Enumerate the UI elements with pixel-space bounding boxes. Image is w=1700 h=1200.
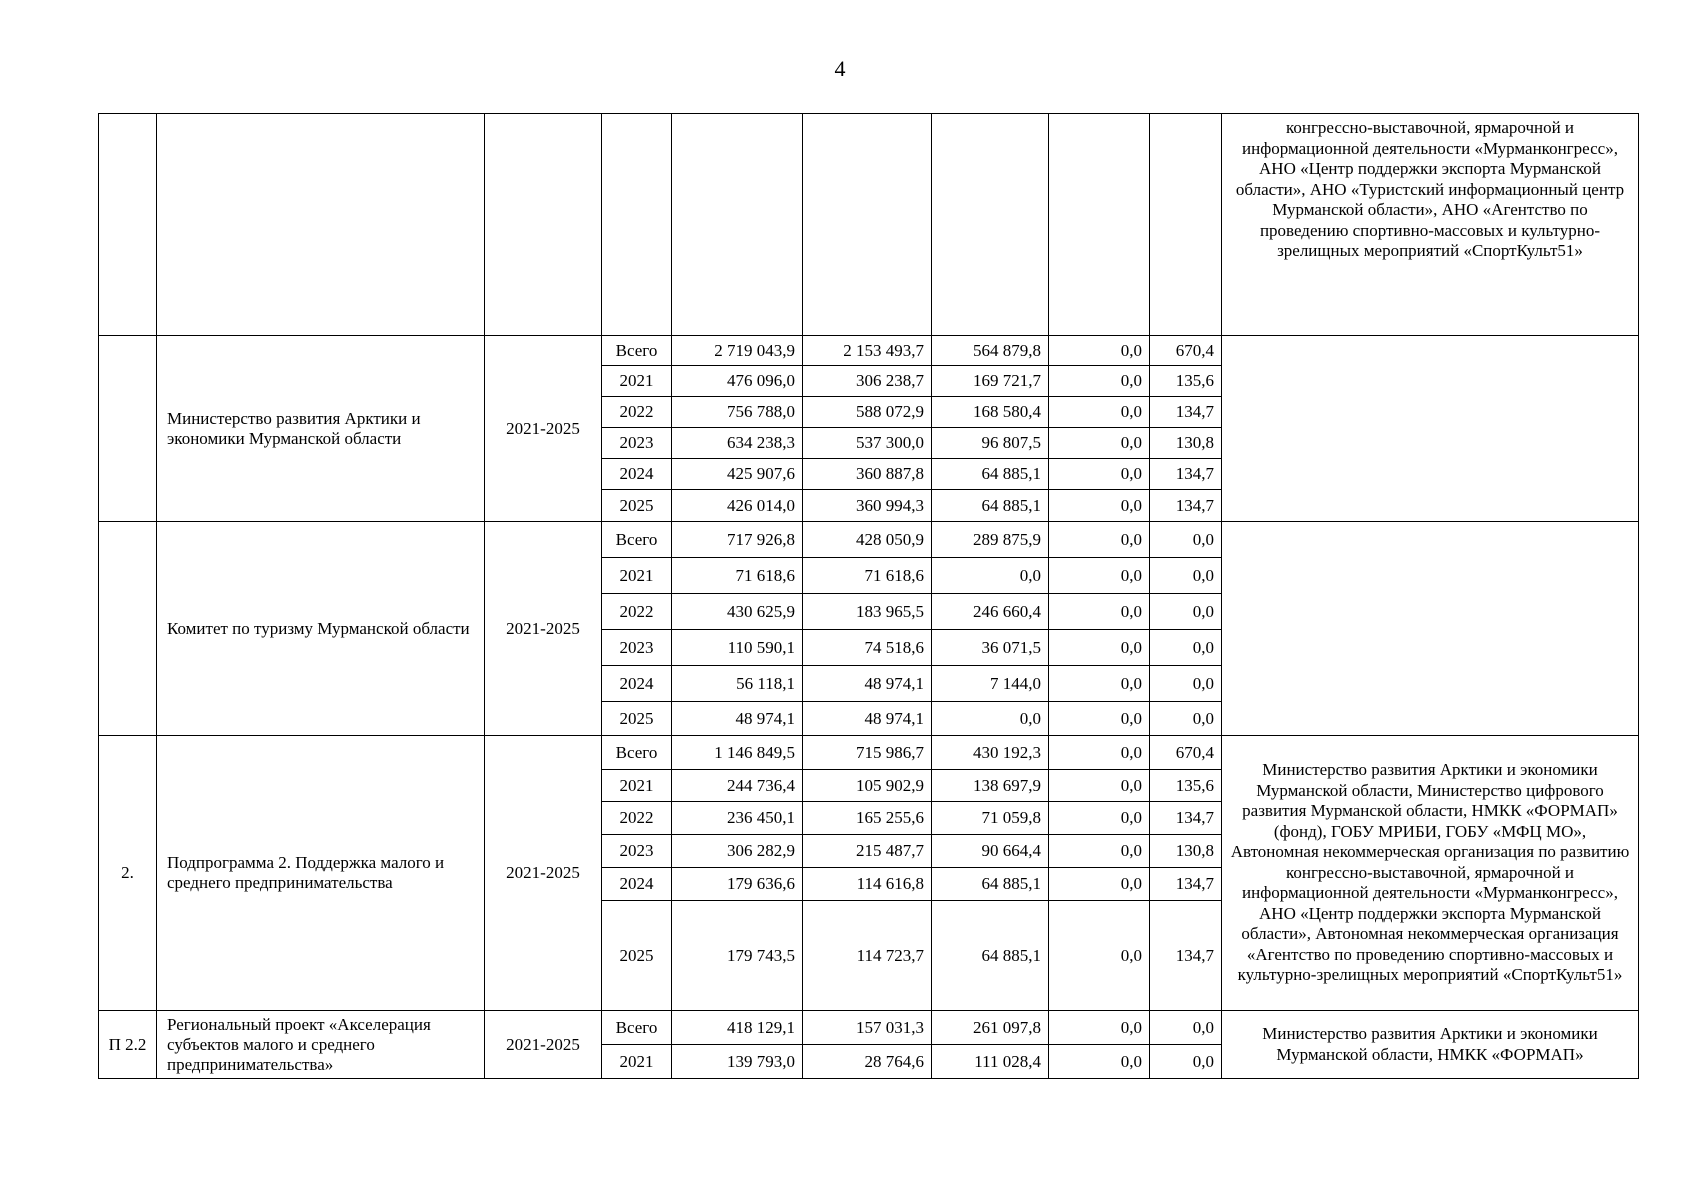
other-sources-cell: 0,0 [1150,558,1222,594]
regional-budget-cell: 48 974,1 [803,702,932,736]
year-cell: 2023 [602,835,672,868]
row-period: 2021-2025 [485,336,602,522]
local-budget-cell: 0,0 [1049,802,1150,835]
local-budget-cell: 0,0 [1049,1011,1150,1045]
financing-table [98,113,1639,1079]
other-sources-cell: 0,0 [1150,522,1222,558]
federal-budget-cell: 96 807,5 [932,428,1049,459]
total-cell: 756 788,0 [672,397,803,428]
total-cell: 236 450,1 [672,802,803,835]
year-cell: 2024 [602,868,672,901]
table-row [99,336,1639,366]
year-cell: 2023 [602,428,672,459]
other-sources-cell: 0,0 [1150,630,1222,666]
federal-budget-cell: 564 879,8 [932,336,1049,366]
row-name: Министерство развития Арктики и экономики Мурманской области [157,336,485,522]
regional-budget-cell: 215 487,7 [803,835,932,868]
total-cell: 244 736,4 [672,770,803,802]
continuation-row [99,114,1639,336]
row-number: П 2.2 [99,1011,157,1079]
regional-budget-cell: 48 974,1 [803,666,932,702]
regional-budget-cell: 114 723,7 [803,901,932,1011]
local-budget-cell: 0,0 [1049,770,1150,802]
total-cell: 717 926,8 [672,522,803,558]
other-sources-cell: 670,4 [1150,336,1222,366]
other-sources-cell: 130,8 [1150,835,1222,868]
year-cell: Всего [602,1011,672,1045]
row-period: 2021-2025 [485,522,602,736]
total-cell: 139 793,0 [672,1045,803,1079]
continuation-cell [99,114,157,336]
continuation-cell [803,114,932,336]
row-name: Комитет по туризму Мурманской области [157,522,485,736]
row-executors [1222,522,1639,736]
regional-budget-cell: 2 153 493,7 [803,336,932,366]
regional-budget-cell: 428 050,9 [803,522,932,558]
federal-budget-cell: 90 664,4 [932,835,1049,868]
total-cell: 1 146 849,5 [672,736,803,770]
total-cell: 430 625,9 [672,594,803,630]
regional-budget-cell: 306 238,7 [803,366,932,397]
federal-budget-cell: 289 875,9 [932,522,1049,558]
year-cell: 2021 [602,1045,672,1079]
other-sources-cell: 134,7 [1150,868,1222,901]
row-period: 2021-2025 [485,736,602,1011]
year-cell: 2022 [602,594,672,630]
other-sources-cell: 130,8 [1150,428,1222,459]
regional-budget-cell: 183 965,5 [803,594,932,630]
continuation-cell [672,114,803,336]
total-cell: 179 743,5 [672,901,803,1011]
local-budget-cell: 0,0 [1049,490,1150,522]
local-budget-cell: 0,0 [1049,594,1150,630]
regional-budget-cell: 715 986,7 [803,736,932,770]
local-budget-cell: 0,0 [1049,397,1150,428]
other-sources-cell: 0,0 [1150,666,1222,702]
federal-budget-cell: 64 885,1 [932,459,1049,490]
total-cell: 425 907,6 [672,459,803,490]
federal-budget-cell: 7 144,0 [932,666,1049,702]
year-cell: 2025 [602,901,672,1011]
other-sources-cell: 670,4 [1150,736,1222,770]
regional-budget-cell: 114 616,8 [803,868,932,901]
federal-budget-cell: 430 192,3 [932,736,1049,770]
other-sources-cell: 0,0 [1150,1011,1222,1045]
year-cell: 2025 [602,490,672,522]
year-cell: 2023 [602,630,672,666]
total-cell: 634 238,3 [672,428,803,459]
local-budget-cell: 0,0 [1049,459,1150,490]
year-cell: 2024 [602,459,672,490]
federal-budget-cell: 64 885,1 [932,490,1049,522]
regional-budget-cell: 28 764,6 [803,1045,932,1079]
table-row [99,1011,1639,1045]
other-sources-cell: 0,0 [1150,1045,1222,1079]
row-number [99,522,157,736]
table-row [99,522,1639,558]
continued-executors: конгрессно-выставочной, ярмарочной и информационной деятельности «Мурманконгресс», АНО «Центр поддержки экспорта Мурманской области», АНО «Туристский информационный центр Мурманской области», АНО «Агентство по проведению спортивно-массовых и культурно-зрелищных мероприятий «СпортКульт51» [1222,114,1639,336]
year-cell: 2024 [602,666,672,702]
other-sources-cell: 134,7 [1150,397,1222,428]
local-budget-cell: 0,0 [1049,666,1150,702]
regional-budget-cell: 588 072,9 [803,397,932,428]
local-budget-cell: 0,0 [1049,1045,1150,1079]
other-sources-cell: 0,0 [1150,702,1222,736]
total-cell: 418 129,1 [672,1011,803,1045]
local-budget-cell: 0,0 [1049,630,1150,666]
federal-budget-cell: 64 885,1 [932,868,1049,901]
total-cell: 476 096,0 [672,366,803,397]
row-name: Подпрограмма 2. Поддержка малого и среднего предпринимательства [157,736,485,1011]
year-cell: Всего [602,336,672,366]
federal-budget-cell: 246 660,4 [932,594,1049,630]
page-number: 4 [834,56,846,81]
year-cell: 2022 [602,802,672,835]
year-cell: 2021 [602,770,672,802]
table-body [99,114,1639,1079]
continuation-cell [602,114,672,336]
other-sources-cell: 134,7 [1150,459,1222,490]
federal-budget-cell: 169 721,7 [932,366,1049,397]
year-cell: 2025 [602,702,672,736]
total-cell: 71 618,6 [672,558,803,594]
regional-budget-cell: 537 300,0 [803,428,932,459]
regional-budget-cell: 360 994,3 [803,490,932,522]
local-budget-cell: 0,0 [1049,522,1150,558]
regional-budget-cell: 105 902,9 [803,770,932,802]
total-cell: 56 118,1 [672,666,803,702]
federal-budget-cell: 111 028,4 [932,1045,1049,1079]
continuation-cell [1049,114,1150,336]
row-name: Региональный проект «Акселерация субъектов малого и среднего предпринимательства» [157,1011,485,1079]
continuation-cell [932,114,1049,336]
total-cell: 306 282,9 [672,835,803,868]
year-cell: 2021 [602,366,672,397]
continuation-cell [485,114,602,336]
year-cell: Всего [602,736,672,770]
local-budget-cell: 0,0 [1049,835,1150,868]
local-budget-cell: 0,0 [1049,366,1150,397]
total-cell: 426 014,0 [672,490,803,522]
local-budget-cell: 0,0 [1049,868,1150,901]
continuation-cell [1150,114,1222,336]
row-number [99,336,157,522]
row-number: 2. [99,736,157,1011]
federal-budget-cell: 138 697,9 [932,770,1049,802]
federal-budget-cell: 64 885,1 [932,901,1049,1011]
year-cell: Всего [602,522,672,558]
row-executors: Министерство развития Арктики и экономики Мурманской области, НМКК «ФОРМАП» [1222,1011,1639,1079]
regional-budget-cell: 360 887,8 [803,459,932,490]
continuation-cell [157,114,485,336]
local-budget-cell: 0,0 [1049,901,1150,1011]
other-sources-cell: 135,6 [1150,366,1222,397]
local-budget-cell: 0,0 [1049,736,1150,770]
regional-budget-cell: 71 618,6 [803,558,932,594]
federal-budget-cell: 0,0 [932,702,1049,736]
federal-budget-cell: 0,0 [932,558,1049,594]
other-sources-cell: 134,7 [1150,490,1222,522]
total-cell: 48 974,1 [672,702,803,736]
other-sources-cell: 135,6 [1150,770,1222,802]
local-budget-cell: 0,0 [1049,428,1150,459]
row-executors: Министерство развития Арктики и экономики Мурманской области, Министерство цифрового развития Мурманской области, НМКК «ФОРМАП» (фонд), ГОБУ МРИБИ, ГОБУ «МФЦ МО», Автономная некоммерческая организация по развитию конгрессно-выставочной, ярмарочной и информационной деятельности «Мурманконгресс», АНО «Центр поддержки экспорта Мурманской области», Автономная некоммерческая организация «Агентство по проведению спортивно-массовых и культурно-зрелищных мероприятий «СпортКульт51» [1222,736,1639,1011]
total-cell: 2 719 043,9 [672,336,803,366]
regional-budget-cell: 157 031,3 [803,1011,932,1045]
regional-budget-cell: 74 518,6 [803,630,932,666]
regional-budget-cell: 165 255,6 [803,802,932,835]
row-period: 2021-2025 [485,1011,602,1079]
table-row [99,736,1639,770]
local-budget-cell: 0,0 [1049,336,1150,366]
total-cell: 179 636,6 [672,868,803,901]
federal-budget-cell: 261 097,8 [932,1011,1049,1045]
other-sources-cell: 0,0 [1150,594,1222,630]
federal-budget-cell: 71 059,8 [932,802,1049,835]
other-sources-cell: 134,7 [1150,802,1222,835]
year-cell: 2022 [602,397,672,428]
total-cell: 110 590,1 [672,630,803,666]
year-cell: 2021 [602,558,672,594]
federal-budget-cell: 168 580,4 [932,397,1049,428]
local-budget-cell: 0,0 [1049,558,1150,594]
federal-budget-cell: 36 071,5 [932,630,1049,666]
other-sources-cell: 134,7 [1150,901,1222,1011]
row-executors [1222,336,1639,522]
local-budget-cell: 0,0 [1049,702,1150,736]
